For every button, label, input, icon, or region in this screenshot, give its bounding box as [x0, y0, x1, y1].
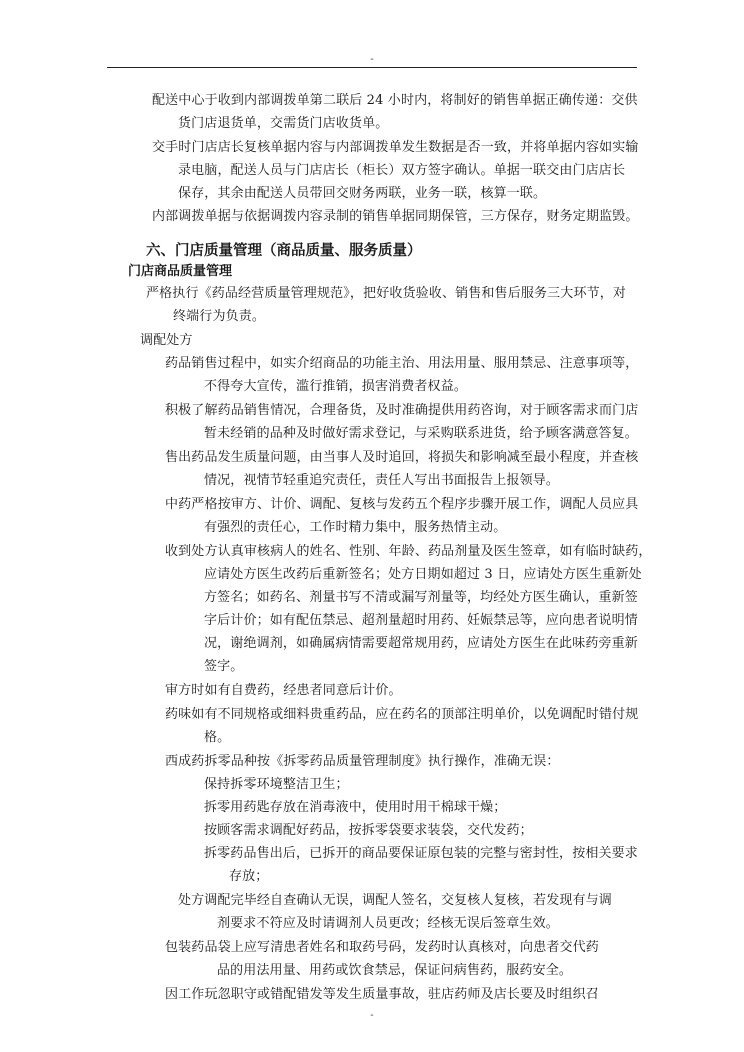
text-line: 应请处方医生改药后重新签名；处方日期如超过 3 日，应请处方医生重新处: [204, 567, 642, 582]
text-line: 中药严格按审方、计价、调配、复核与发药五个程序步骤开展工作，调配人员应具: [165, 497, 639, 512]
text-line: 字后计价；如有配伍禁忌、超剂量超时用药、妊娠禁忌等，应向患者说明情: [204, 613, 638, 628]
text-line: 因工作玩忽职守或错配错发等发生质量事故，驻店药师及店长要及时组织召: [165, 987, 599, 1002]
page-footer-mark: -: [370, 1010, 374, 1021]
text-line: 签字。: [204, 659, 244, 674]
text-line: 拆零药品售出后，已拆开的商品要保证原包装的完整与密封性，按相关要求: [204, 846, 638, 861]
text-line: 药品销售过程中，如实介绍商品的功能主治、用法用量、服用禁忌、注意事项等，: [165, 356, 639, 371]
text-line: 西成药拆零品种按《拆零药品质量管理制度》执行操作，准确无误：: [165, 754, 560, 769]
text-line: 况，谢绝调剂，如确属病情需要超常规用药，应请处方医生在此味药旁重新: [204, 636, 638, 651]
text-line: 终端行为负责。: [173, 309, 266, 324]
text-line: 交手时门店店长复核单据内容与内部调拨单发生数据是否一致，并将单据内容如实输: [152, 140, 639, 155]
text-line: 售出药品发生质量问题，由当事人及时追回，将损失和影响减至最小程度，并查核: [165, 450, 639, 465]
subsection-heading: 门店商品质量管理: [128, 264, 233, 279]
text-line: 方签名；如药名、剂量书写不清或漏写剂量等，均经处方医生确认，重新签: [204, 590, 638, 605]
text-line: 存放；: [229, 869, 269, 884]
text-line: 内部调拨单据与依据调拨内容录制的销售单据同期保管，三方保存，财务定期监毁。: [152, 209, 639, 224]
text-line: 审方时如有自费药，经患者同意后计价。: [165, 683, 402, 698]
text-line: 暂未经销的品种及时做好需求登记，与采购联系进货，给予顾客满意答复。: [204, 426, 638, 441]
text-line: 保存，其余由配送人员带回交财务两联，业务一联，核算一联。: [178, 186, 547, 201]
text-line: 处方调配完毕经自查确认无误，调配人签名，交复核人复核，若发现有与调: [178, 893, 612, 908]
text-line: 按顾客需求调配好药品，按拆零袋要求装袋，交代发药；: [204, 823, 533, 838]
dispense-label: 调配处方: [140, 333, 193, 348]
text-line: 包装药品袋上应写清患者姓名和取药号码，发药时认真核对，向患者交代药: [165, 940, 599, 955]
text-line: 剂要求不符应及时请调剂人员更改；经核无误后签章生效。: [217, 916, 559, 931]
text-line: 保持拆零环境整洁卫生；: [204, 777, 349, 792]
text-line: 严格执行《药品经营质量管理规范》，把好收货验收、销售和售后服务三大环节，对: [146, 286, 627, 301]
text-line: 格。: [204, 730, 231, 745]
text-line: 药味如有不同规格或细料贵重药品，应在药名的顶部注明单价，以免调配时错付规: [165, 707, 639, 722]
page-header-mark: -: [370, 54, 374, 65]
text-line: 品的用法用量、用药或饮食禁忌，保证问病售药，服药安全。: [217, 963, 573, 978]
text-line: 拆零用药匙存放在消毒液中，使用时用干棉球干燥；: [204, 800, 507, 815]
text-line: 货门店退货单，交需货门店收货单。: [178, 116, 389, 131]
header-rule: [107, 67, 637, 68]
text-line: 有强烈的责任心，工作时精力集中，服务热情主动。: [204, 520, 507, 535]
text-line: 配送中心于收到内部调拨单第二联后 24 小时内，将制好的销售单据正确传递：交供: [152, 93, 638, 108]
text-line: 积极了解药品销售情况，合理备货，及时准确提供用药咨询，对于顾客需求而门店: [165, 403, 639, 418]
text-line: 录电脑，配送人员与门店店长（柜长）双方签字确认。单据一联交由门店店长: [178, 163, 626, 178]
section-heading: 六、门店质量管理（商品质量、服务质量）: [146, 243, 422, 259]
text-line: 收到处方认真审核病人的姓名、性别、年龄、药品剂量及医生签章，如有临时缺药，: [165, 544, 652, 559]
text-line: 不得夸大宣传，滥行推销，损害消费者权益。: [204, 379, 468, 394]
text-line: 情况，视情节轻重追究责任，责任人写出书面报告上报领导。: [204, 473, 560, 488]
